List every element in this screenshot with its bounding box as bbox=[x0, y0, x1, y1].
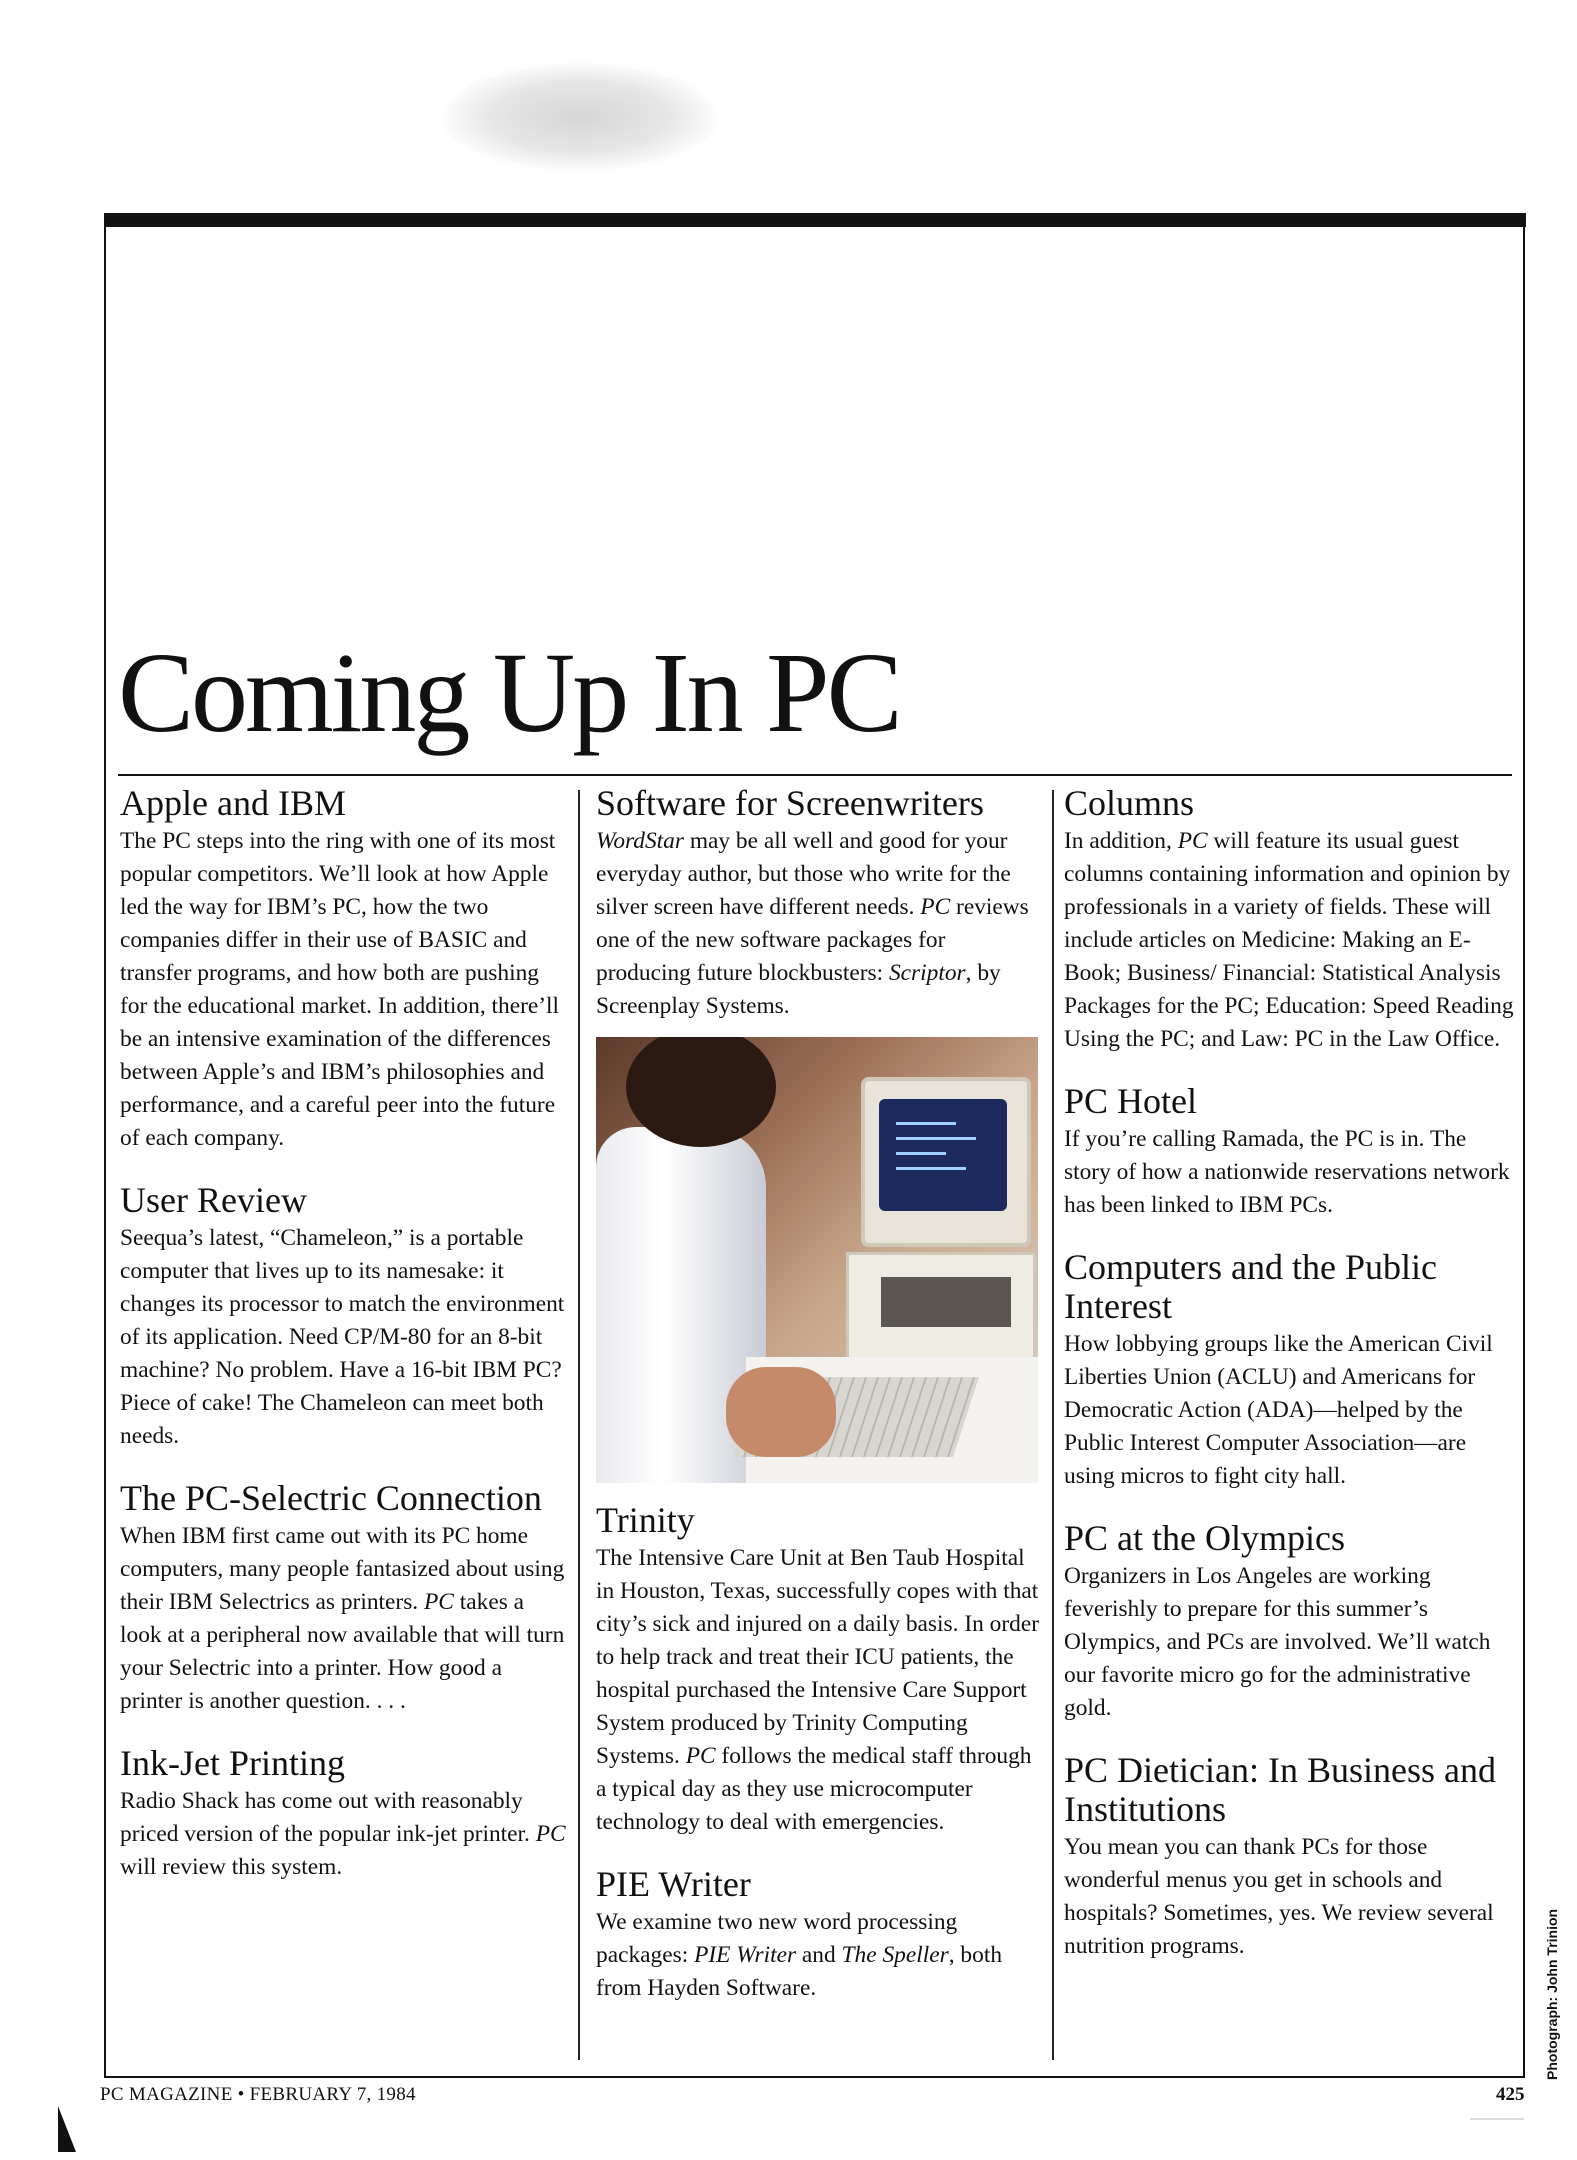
section-title: Apple and IBM bbox=[120, 783, 346, 823]
photo-drive-slot bbox=[881, 1277, 1011, 1327]
scan-mark bbox=[1470, 2118, 1524, 2120]
photo-hand bbox=[726, 1367, 836, 1457]
section-title: Columns bbox=[1064, 783, 1195, 823]
section-pc-at-olympics bbox=[1064, 1519, 1514, 1725]
photo-screen-text bbox=[896, 1122, 956, 1125]
section-title: Software for Screenwriters bbox=[596, 783, 984, 823]
section-pc-selectric-connection bbox=[120, 1479, 570, 1718]
section-software-for-screenwriters bbox=[596, 784, 1040, 1023]
photo-screen-text bbox=[896, 1137, 976, 1140]
section-title: PC Hotel bbox=[1064, 1081, 1198, 1121]
column-separator bbox=[578, 790, 580, 2060]
headline: Coming Up In PC bbox=[118, 629, 900, 756]
column-3 bbox=[1064, 784, 1514, 1989]
section-body: The PC steps into the ring with one of its most popular competitors. We’ll look at how Apple led the way for IBM’s PC, how the two companies differ in their use of BASIC and transfer programs, and how both are pushing for the educational market. In addition, there’ll be an intensive examination of the differences between Apple’s and IBM’s philosophies and performance, and a careful peer into the future of each company. bbox=[120, 828, 560, 1151]
frame-left-rule bbox=[104, 213, 106, 2078]
photo-screen bbox=[879, 1099, 1007, 1211]
section-body: Organizers in Los Angeles are working feverishly to prepare for this summer’s Olympics, and PCs are involved. We’ll watch our favorite micro go for the administrative gold. bbox=[1064, 1563, 1491, 1721]
frame-bottom-rule bbox=[104, 2076, 1525, 2078]
section-title: The PC-Selectric Connection bbox=[120, 1478, 542, 1518]
section-body: WordStar may be all well and good for your everyday author, but those who write for the silver screen have different needs. PC reviews one of the new software packages for producing future blockbusters: Scriptor, by Screenplay Systems. bbox=[596, 828, 1029, 1019]
section-title: PIE Writer bbox=[596, 1864, 751, 1904]
photo-doctor-at-computer bbox=[596, 1037, 1038, 1483]
column-separator bbox=[1052, 790, 1054, 2060]
section-body: If you’re calling Ramada, the PC is in. The story of how a nationwide reservations network has been linked to IBM PCs. bbox=[1064, 1126, 1510, 1218]
section-pc-hotel bbox=[1064, 1082, 1514, 1222]
section-title: Trinity bbox=[596, 1500, 695, 1540]
section-apple-and-ibm bbox=[120, 784, 570, 1155]
section-title: PC at the Olympics bbox=[1064, 1518, 1345, 1558]
section-title: PC Dietician: In Business and Institutions bbox=[1064, 1750, 1496, 1829]
column-2 bbox=[596, 784, 1040, 2031]
section-body: We examine two new word processing packages: PIE Writer and The Speller, both from Hayden Software. bbox=[596, 1909, 1003, 2001]
photo-figure-head bbox=[626, 1037, 776, 1147]
section-pie-writer bbox=[596, 1865, 1040, 2005]
section-ink-jet-printing bbox=[120, 1744, 570, 1884]
section-columns bbox=[1064, 784, 1514, 1056]
column-1 bbox=[120, 784, 570, 1910]
frame-right-rule bbox=[1523, 213, 1525, 2078]
section-body: Seequa’s latest, “Chameleon,” is a portable computer that lives up to its namesake: it changes its processor to match the environment of its application. Need CP/M-80 for an 8-bit machine? No problem. Have a 16-bit IBM PC? Piece of cake! The Chameleon can meet both needs. bbox=[120, 1225, 565, 1449]
section-title: Ink-Jet Printing bbox=[120, 1743, 345, 1783]
section-pc-dietician bbox=[1064, 1751, 1514, 1963]
footer-publication: PC MAGAZINE • FEBRUARY 7, 1984 bbox=[100, 2084, 416, 2105]
section-title: Computers and the Public Interest bbox=[1064, 1247, 1437, 1326]
section-body: When IBM first came out with its PC home computers, many people fantasized about using their IBM Selectrics as printers. PC takes a look at a peripheral now available that will turn your Selectric into a printer. How good a printer is another question. . . . bbox=[120, 1523, 565, 1714]
section-computers-public-interest bbox=[1064, 1248, 1514, 1493]
top-bar bbox=[104, 213, 1526, 227]
section-body: The Intensive Care Unit at Ben Taub Hospital in Houston, Texas, successfully copes with that city’s sick and injured on a daily basis. In order to help track and treat their ICU patients, the hospital purchased the Intensive Care Support System produced by Trinity Computing Systems. PC follows the medical staff through a typical day as they use microcomputer technology to deal with emergencies. bbox=[596, 1545, 1040, 1835]
corner-mark bbox=[58, 2106, 76, 2152]
section-body: In addition, PC will feature its usual guest columns containing information and opinion by professionals in a variety of fields. These will include articles on Medicine: Making an E-Book; Business/ Financial: Statistical Analysis Packages for the PC; Education: Speed Reading Using the PC; and Law: PC in the Law Office. bbox=[1064, 828, 1514, 1052]
section-body: How lobbying groups like the American Civil Liberties Union (ACLU) and Americans for Democratic Action (ADA)—helped by the Public Interest Computer Association—are using micros to fight city hall. bbox=[1064, 1331, 1493, 1489]
section-body: You mean you can thank PCs for those wonderful menus you get in schools and hospitals? Sometimes, yes. We review several nutrition programs. bbox=[1064, 1834, 1494, 1959]
section-trinity bbox=[596, 1501, 1040, 1839]
smudge-mark bbox=[440, 62, 720, 172]
photo-screen-text bbox=[896, 1167, 966, 1170]
photo-screen-text bbox=[896, 1152, 946, 1155]
section-body: Radio Shack has come out with reasonably priced version of the popular ink-jet printer. PC will review this system. bbox=[120, 1788, 566, 1880]
photo-credit: Photograph: John Trinion bbox=[1544, 1908, 1560, 2080]
section-title: User Review bbox=[120, 1180, 307, 1220]
page-number: 425 bbox=[1496, 2084, 1525, 2105]
section-user-review bbox=[120, 1181, 570, 1453]
headline-rule bbox=[118, 774, 1512, 776]
